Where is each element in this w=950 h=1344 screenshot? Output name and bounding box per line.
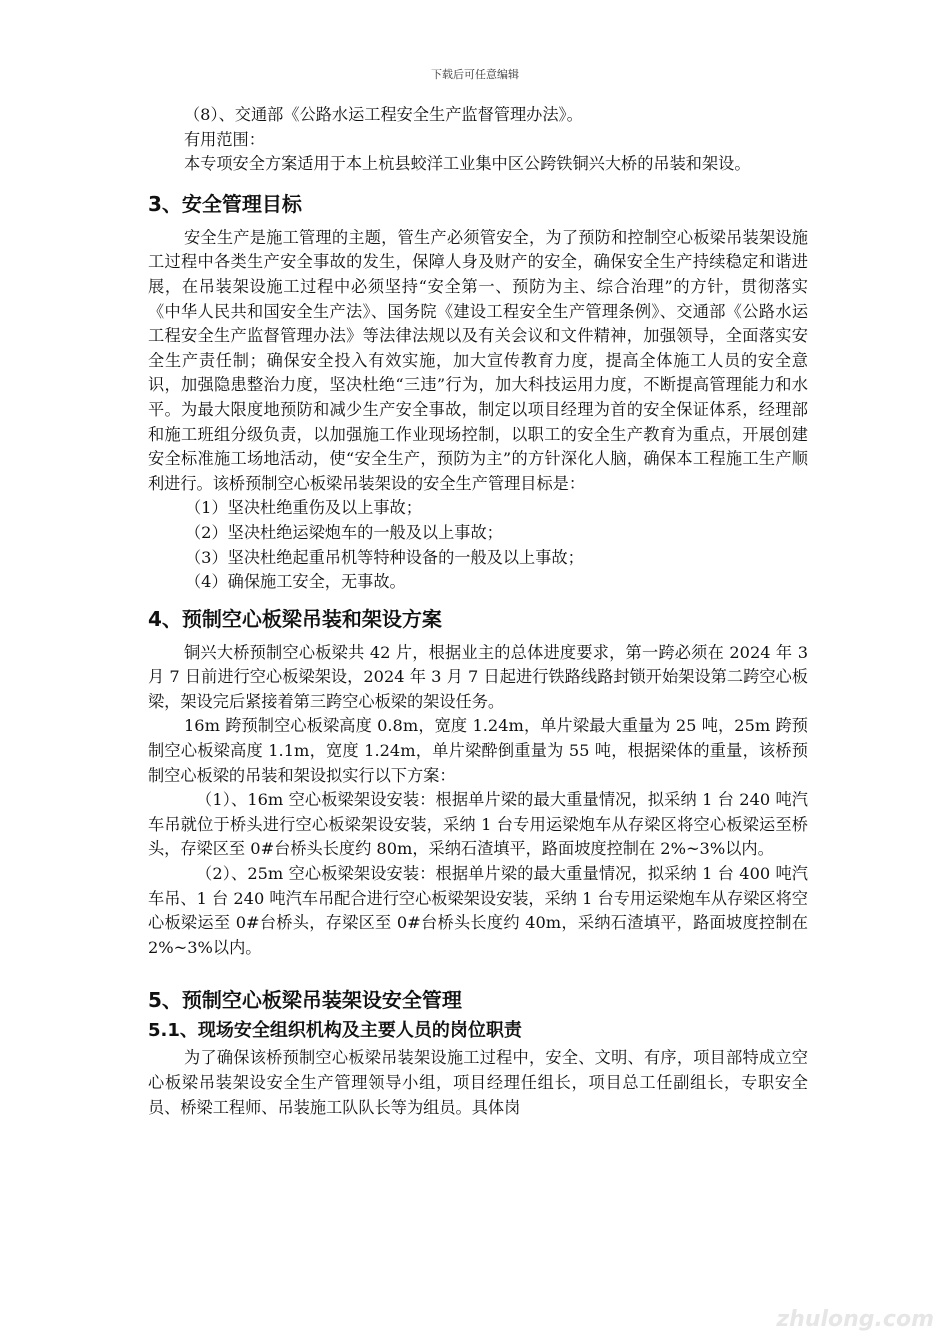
- section-5-heading: 5、预制空心板梁吊装架设安全管理: [148, 988, 462, 1013]
- section-4-paragraph-3: （1）、16m 空心板梁架设安装：根据单片梁的最大重量情况，拟采纳 1 台 240 吨汽车吊就位于桥头进行空心板梁架设安装，采纳 1 台专用运梁炮车从存梁区将空心板梁运至桥头，存梁区至 0#台桥头长度约 80m，采纳石渣填平，路面坡度控制在 2%~3%以内。: [148, 790, 808, 859]
- scope-text: 本专项安全方案适用于本上杭县蛟洋工业集中区公跨铁铜兴大桥的吊装和架设。: [184, 154, 751, 174]
- goal-item: （1）坚决杜绝重伤及以上事故；: [185, 498, 422, 518]
- section-5-1-paragraph: 为了确保该桥预制空心板梁吊装架设施工过程中，安全、文明、有序，项目部特成立空心板梁吊装架设安全生产管理领导小组，项目经理任组长，项目总工任副组长，专职安全员、桥梁工程师、吊装施工队队长等为组员。具体岗: [148, 1048, 808, 1117]
- reference-item-8: （8）、交通部《公路水运工程安全生产监督管理办法》。: [184, 105, 583, 124]
- document-body: [148, 103, 808, 1120]
- goal-item: （4）确保施工安全，无事故。: [185, 572, 406, 592]
- section-4-paragraph-4: （2）、25m 空心板梁架设安装：根据单片梁的最大重量情况，拟采纳 1 台 400 吨汽车吊、1 台 240 吨汽车吊配合进行空心板梁架设安装，采纳 1 台专用运梁炮车从存梁区将空心板梁运至 0#台桥头，存梁区至 0#台桥头长度约 40m，采纳石渣填平，路面坡度控制在 2%~3%以内。: [148, 864, 808, 957]
- section-4-heading: 4、预制空心板梁吊装和架设方案: [148, 606, 442, 631]
- goal-item: （2）坚决杜绝运梁炮车的一般及以上事故；: [185, 522, 503, 542]
- section-3-paragraph: 安全生产是施工管理的主题，管生产必须管安全，为了预防和控制空心板梁吊装架设施工过程中各类生产安全事故的发生，保障人身及财产的安全，确保安全生产持续稳定和谐进展，在吊装架设施工过程中必须坚持“安全第一、预防为主、综合治理”的方针，贯彻落实《中华人民共和国安全生产法》、国务院《建设工程安全生产管理条例》、交通部《公路水运工程安全生产监督管理办法》等法律法规以及有关会议和文件精神，加强领导，全面落实安全生产责任制；确保安全投入有效实施，加大宣传教育力度，提高全体施工人员的安全意识，加强隐患整治力度，坚决杜绝“三违”行为，加大科技运用力度，不断提高管理能力和水平。为最大限度地预防和减少生产安全事故，制定以项目经理为首的安全保证体系，经理部和施工班组分级负责，以加强施工作业现场控制，以职工的安全生产教育为重点，开展创建安全标准施工场地活动，使“安全生产，预防为主”的方针深化人脑，确保本工程施工生产顺利进行。该桥预制空心板梁吊装架设的安全生产管理目标是：: [148, 227, 808, 493]
- section-4-paragraph-1: 铜兴大桥预制空心板梁共 42 片，根据业主的总体进度要求，第一跨必须在 2024 年 3 月 7 日前进行空心板梁架设，2024 年 3 月 7 日起进行铁路线路封锁开始架设第二跨空心板梁，架设完后紧接着第三跨空心板梁的架设任务。: [148, 642, 808, 711]
- section-3-heading: 3、安全管理目标: [148, 191, 302, 216]
- goal-item: （3）坚决杜绝起重吊机等特种设备的一般及以上事故；: [185, 547, 584, 567]
- section-5-1-heading: 5.1、现场安全组织机构及主要人员的岗位职责: [148, 1020, 522, 1042]
- watermark-logo: zhulong.com: [776, 1307, 934, 1332]
- page-header: 下载后可任意编辑: [431, 68, 519, 81]
- section-4-paragraph-2: 16m 跨预制空心板梁高度 0.8m，宽度 1.24m，单片梁最大重量为 25 吨，25m 跨预制空心板梁高度 1.1m，宽度 1.24m，单片梁酔倒重量为 55 吨，根据梁体的重量，该桥预制空心板梁的吊装和架设拟实行以下方案：: [148, 716, 808, 785]
- scope-label: 有用范围：: [184, 129, 265, 149]
